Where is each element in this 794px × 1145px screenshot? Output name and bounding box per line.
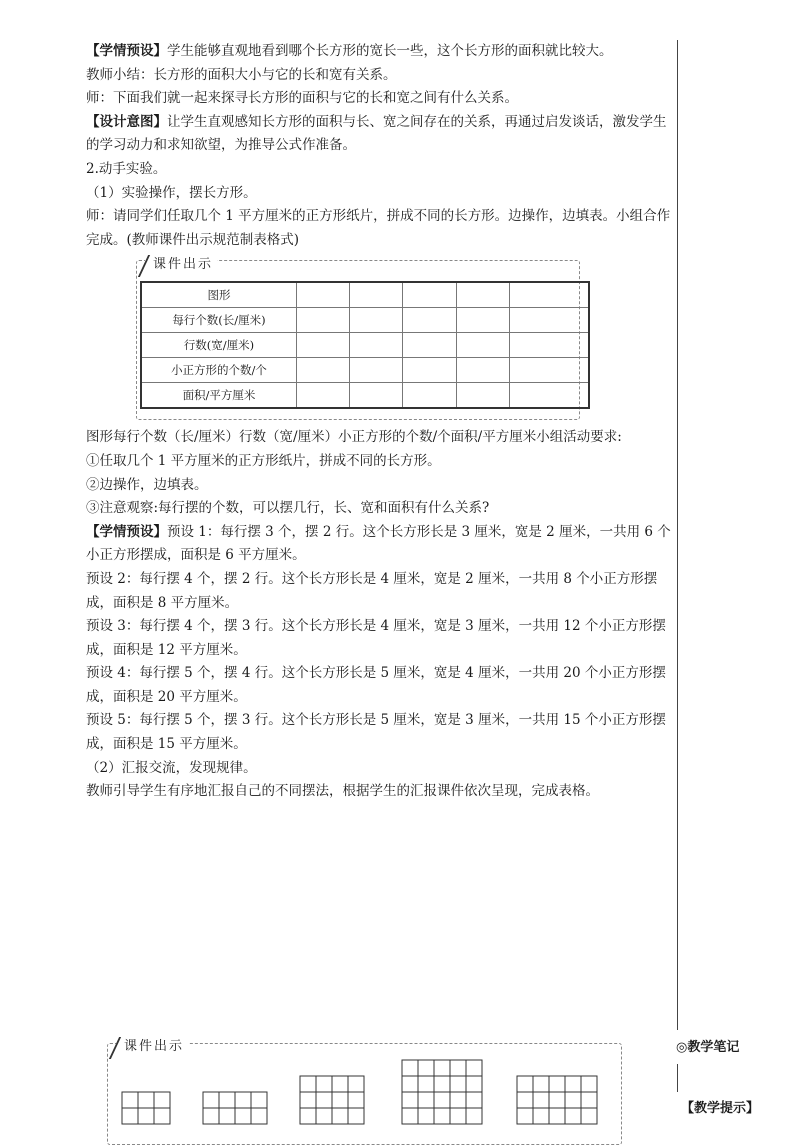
- margin-rule: [677, 40, 678, 1030]
- unit-square: [517, 1108, 533, 1124]
- paragraph: [86, 521, 674, 568]
- paragraph: [86, 615, 674, 662]
- row-header: 每行个数(长/厘米): [141, 308, 297, 333]
- unit-square: [565, 1076, 581, 1092]
- table-row: [141, 358, 589, 383]
- paragraph-text: 预设 1：每行摆 3 个，摆 2 行。这个长方形长是 3 厘米，宽是 2 厘米，一共用 6 个小正方形摆成，面积是 6 平方厘米。: [86, 523, 671, 564]
- paragraph: [86, 426, 674, 450]
- unit-square: [122, 1108, 138, 1124]
- unit-square: [581, 1108, 597, 1124]
- empty-cell: [456, 282, 509, 308]
- unit-square: [434, 1060, 450, 1076]
- unit-square: [565, 1108, 581, 1124]
- square-grid: [122, 1092, 170, 1124]
- unit-square: [533, 1092, 549, 1108]
- paragraph: [86, 182, 674, 206]
- unit-square: [434, 1092, 450, 1108]
- empty-cell: [403, 358, 456, 383]
- panel-tab: 课件出示: [116, 1035, 188, 1054]
- unit-square: [581, 1076, 597, 1092]
- table-row: [141, 308, 589, 333]
- paragraph-text: 师：下面我们就一起来探寻长方形的面积与它的长和宽之间有什么关系。: [86, 90, 518, 107]
- unit-square: [122, 1092, 138, 1108]
- unit-square: [154, 1108, 170, 1124]
- unit-square: [434, 1076, 450, 1092]
- unit-square: [402, 1076, 418, 1092]
- empty-cell: [297, 282, 350, 308]
- tag-label: 【学情预设】: [86, 43, 167, 59]
- unit-square: [549, 1108, 565, 1124]
- paragraph-text: 预设 5：每行摆 5 个，摆 3 行。这个长方形长是 5 厘米，宽是 3 厘米，一共用 15 个小正方形摆成，面积是 15 平方厘米。: [86, 712, 666, 753]
- table-row: [141, 383, 589, 409]
- paragraph: [86, 497, 674, 521]
- unit-square: [219, 1108, 235, 1124]
- empty-cell: [297, 383, 350, 409]
- paragraph: [86, 780, 674, 804]
- unit-square: [332, 1108, 348, 1124]
- unit-square: [466, 1092, 482, 1108]
- unit-square: [316, 1108, 332, 1124]
- teaching-notes-label: ◎教学笔记: [676, 1040, 740, 1055]
- empty-cell: [403, 282, 456, 308]
- unit-square: [517, 1076, 533, 1092]
- panel-tab: 课件出示: [145, 253, 217, 272]
- paragraph-text: 图形每行个数（长/厘米）行数（宽/厘米）小正方形的个数/个面积/平方厘米小组活动要求:: [86, 429, 622, 446]
- empty-cell: [403, 308, 456, 333]
- empty-cell: [350, 333, 403, 358]
- unit-square: [203, 1108, 219, 1124]
- empty-cell: [509, 383, 589, 409]
- row-header: 图形: [141, 282, 297, 308]
- paragraph: [86, 757, 674, 781]
- row-header: 行数(宽/厘米): [141, 333, 297, 358]
- unit-square: [300, 1108, 316, 1124]
- paragraph: [86, 709, 674, 756]
- unit-square: [138, 1108, 154, 1124]
- unit-square: [517, 1092, 533, 1108]
- empty-cell: [403, 333, 456, 358]
- teaching-hint-label: 【教学提示】: [681, 1101, 760, 1116]
- empty-cell: [509, 333, 589, 358]
- unit-square: [533, 1108, 549, 1124]
- unit-square: [418, 1060, 434, 1076]
- unit-square: [549, 1092, 565, 1108]
- empty-cell: [509, 358, 589, 383]
- unit-square: [533, 1076, 549, 1092]
- empty-cell: [350, 308, 403, 333]
- paragraph-text: 预设 4：每行摆 5 个，摆 4 行。这个长方形长是 5 厘米，宽是 4 厘米，一共用 20 个小正方形摆成，面积是 20 平方厘米。: [86, 665, 666, 705]
- paragraph: [86, 568, 674, 615]
- unit-square: [581, 1092, 597, 1108]
- paragraph-text: （1）实验操作，摆长方形。: [86, 184, 257, 201]
- unit-square: [300, 1092, 316, 1108]
- unit-square: [154, 1092, 170, 1108]
- empty-cell: [350, 358, 403, 383]
- paragraph: [86, 158, 674, 182]
- unit-square: [450, 1092, 466, 1108]
- table-row: [141, 333, 589, 358]
- paragraph: [86, 111, 674, 158]
- unit-square: [251, 1108, 267, 1124]
- empty-cell: [509, 308, 589, 333]
- unit-square: [348, 1108, 364, 1124]
- unit-square: [565, 1092, 581, 1108]
- empty-cell: [403, 383, 456, 409]
- unit-square: [402, 1092, 418, 1108]
- courseware-panel-2: [107, 1039, 622, 1145]
- empty-cell: [350, 383, 403, 409]
- empty-cell: [297, 308, 350, 333]
- unit-square: [434, 1108, 450, 1124]
- unit-square: [332, 1092, 348, 1108]
- empty-cell: [297, 333, 350, 358]
- paragraph-text: ②边操作，边填表。: [86, 476, 208, 493]
- paragraph-text: 2.动手实验。: [86, 160, 167, 177]
- courseware-panel: [136, 257, 580, 420]
- unit-square: [418, 1092, 434, 1108]
- unit-square: [466, 1108, 482, 1124]
- margin-rule-lower: [677, 1064, 678, 1092]
- unit-square: [418, 1108, 434, 1124]
- unit-square: [450, 1108, 466, 1124]
- empty-cell: [456, 383, 509, 409]
- square-grids: [108, 1044, 621, 1144]
- unit-square: [219, 1092, 235, 1108]
- unit-square: [549, 1076, 565, 1092]
- unit-square: [466, 1076, 482, 1092]
- empty-cell: [456, 333, 509, 358]
- unit-square: [300, 1076, 316, 1092]
- unit-square: [348, 1092, 364, 1108]
- unit-square: [466, 1060, 482, 1076]
- unit-square: [316, 1076, 332, 1092]
- unit-square: [418, 1076, 434, 1092]
- paragraph: [86, 205, 674, 252]
- unit-square: [402, 1060, 418, 1076]
- paragraph: [86, 64, 674, 88]
- paragraph: [86, 662, 674, 709]
- unit-square: [203, 1092, 219, 1108]
- paragraph-text: 预设 3：每行摆 4 个，摆 3 行。这个长方形长是 4 厘米，宽是 3 厘米，一共用 12 个小正方形摆成，面积是 12 平方厘米。: [86, 618, 666, 658]
- paragraph-text: 预设 2：每行摆 4 个，摆 2 行。这个长方形长是 4 厘米，宽是 2 厘米，一共用 8 个小正方形摆成，面积是 8 平方厘米。: [86, 570, 658, 611]
- record-table: [140, 281, 590, 409]
- square-grid: [203, 1092, 267, 1124]
- unit-square: [235, 1092, 251, 1108]
- main-text: [86, 40, 674, 804]
- paragraph-text: ①任取几个 1 平方厘米的正方形纸片，拼成不同的长方形。: [86, 452, 441, 469]
- paragraph: [86, 450, 674, 474]
- paragraph-text: （2）汇报交流，发现规律。: [86, 759, 257, 776]
- unit-square: [235, 1108, 251, 1124]
- square-grid: [300, 1076, 364, 1124]
- square-grid: [402, 1060, 482, 1124]
- unit-square: [402, 1108, 418, 1124]
- empty-cell: [456, 358, 509, 383]
- empty-cell: [509, 282, 589, 308]
- unit-square: [316, 1092, 332, 1108]
- empty-cell: [297, 358, 350, 383]
- paragraph-text: 教师小结：长方形的面积大小与它的长和宽有关系。: [86, 66, 397, 83]
- empty-cell: [350, 282, 403, 308]
- unit-square: [450, 1060, 466, 1076]
- paragraph: [86, 474, 674, 498]
- square-grid: [517, 1076, 597, 1124]
- tag-label: 【设计意图】: [86, 113, 167, 130]
- unit-square: [138, 1092, 154, 1108]
- unit-square: [332, 1076, 348, 1092]
- table-row: [141, 282, 589, 308]
- unit-square: [251, 1092, 267, 1108]
- paragraph-text: 师：请同学们任取几个 1 平方厘米的正方形纸片，拼成不同的长方形。边操作，边填表。小组合作完成。(教师课件出示规范制表格式): [86, 208, 671, 248]
- unit-square: [450, 1076, 466, 1092]
- paragraph-text: 教师引导学生有序地汇报自己的不同摆法，根据学生的汇报课件依次呈现，完成表格。: [86, 783, 599, 800]
- paragraph: [86, 40, 674, 64]
- paragraph: [86, 87, 674, 111]
- after-panel-text: [86, 426, 674, 804]
- empty-cell: [456, 308, 509, 333]
- paragraph-text: 学生能够直观地看到哪个长方形的宽长一些，这个长方形的面积就比较大。: [167, 43, 613, 59]
- paragraph-text: ③注意观察:每行摆的个数，可以摆几行，长、宽和面积有什么关系?: [86, 500, 490, 517]
- unit-square: [348, 1076, 364, 1092]
- row-header: 小正方形的个数/个: [141, 358, 297, 383]
- tag-label: 【学情预设】: [86, 523, 167, 540]
- paragraph-text: 让学生直观感知长方形的面积与长、宽之间存在的关系，再通过启发谈话，激发学生的学习动力和求知欲望，为推导公式作准备。: [86, 113, 667, 154]
- row-header: 面积/平方厘米: [141, 383, 297, 409]
